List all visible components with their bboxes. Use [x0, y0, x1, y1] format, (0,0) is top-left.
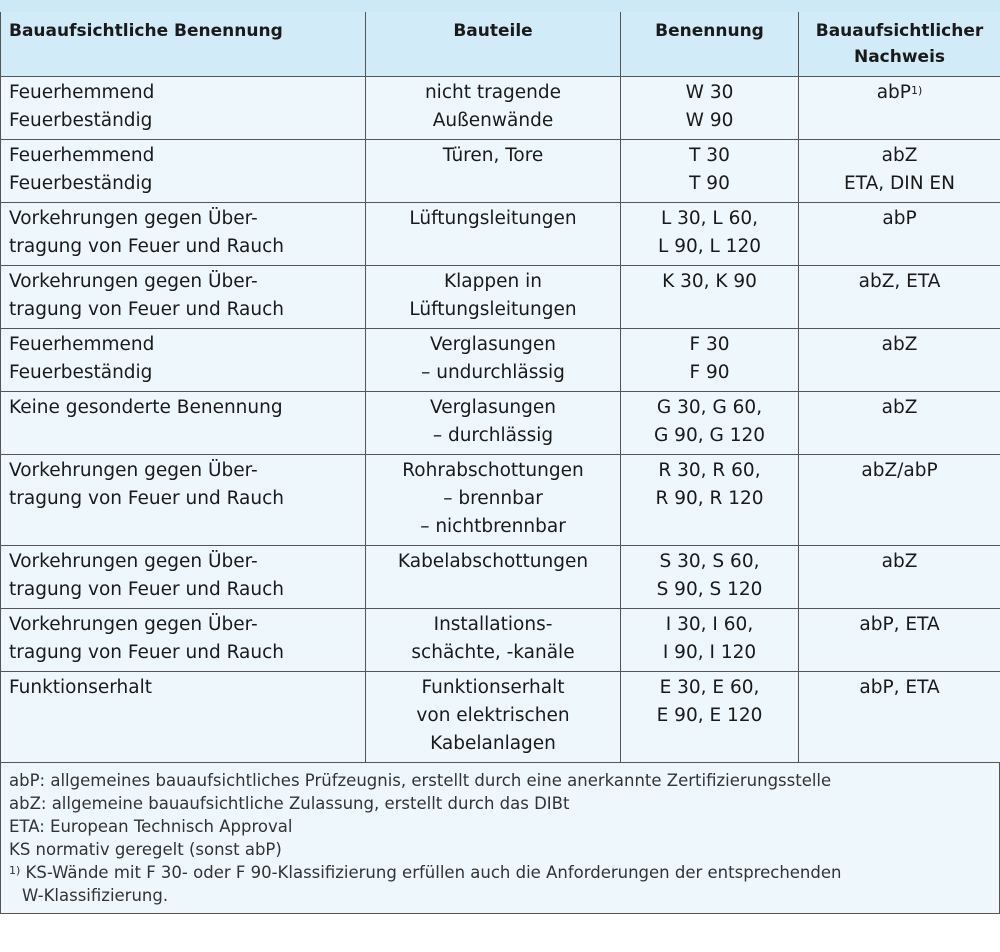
- cell-text: tragung von Feuer und Rauch: [9, 236, 284, 257]
- cell-klasse: [621, 392, 799, 455]
- cell-text: F 90: [689, 362, 730, 383]
- footnote: [9, 861, 991, 884]
- cell-benennung: [1, 77, 366, 140]
- cell-nachweis: [799, 77, 1000, 140]
- cell-nachweis: [799, 329, 1000, 392]
- cell-text: Verglasungen: [429, 334, 557, 355]
- legend: [0, 763, 1000, 914]
- cell-text: I 90, I 120: [662, 642, 757, 663]
- cell-text: Feuerhemmend: [9, 334, 155, 355]
- cell-bauteile: [366, 77, 621, 140]
- cell-text: F 30: [689, 334, 730, 355]
- cell-text: nicht tragende: [424, 82, 562, 103]
- cell-nachweis: [799, 203, 1000, 266]
- table-row: [1, 329, 1000, 392]
- cell-text: Lüftungsleitungen: [409, 299, 577, 320]
- cell-text: Verglasungen: [429, 397, 557, 418]
- cell-bauteile: [366, 392, 621, 455]
- cell-text: S 90, S 120: [656, 579, 763, 600]
- cell-text: tragung von Feuer und Rauch: [9, 579, 284, 600]
- cell-nachweis: [799, 140, 1000, 203]
- cell-text: Feuerbeständig: [9, 173, 153, 194]
- cell-text: Vorkehrungen gegen Über-: [9, 208, 258, 229]
- cell-text: tragung von Feuer und Rauch: [9, 488, 284, 509]
- cell-text: abP: [876, 82, 911, 103]
- header-text: Bauaufsichtlicher: [815, 21, 984, 41]
- header-bauteile: [366, 12, 621, 77]
- cell-text: ETA, DIN EN: [844, 173, 955, 194]
- legend-line: ETA: European Technisch Approval: [9, 817, 293, 836]
- cell-text: R 90, R 120: [655, 488, 764, 509]
- footnote-continuation: [9, 884, 991, 907]
- table-row: [1, 203, 1000, 266]
- cell-klasse: [621, 455, 799, 546]
- cell-text: W 90: [685, 110, 734, 131]
- cell-text: Feuerbeständig: [9, 362, 153, 383]
- cell-klasse: [621, 266, 799, 329]
- cell-text: Vorkehrungen gegen Über-: [9, 271, 258, 292]
- cell-text: Installations-: [433, 614, 553, 635]
- cell-text: abZ: [881, 397, 918, 418]
- cell-klasse: [621, 672, 799, 763]
- cell-bauteile: [366, 672, 621, 763]
- cell-nachweis: [799, 672, 1000, 763]
- cell-nachweis: [799, 609, 1000, 672]
- cell-bauteile: [366, 266, 621, 329]
- cell-text: Funktionserhalt: [9, 677, 152, 698]
- cell-bauteile: [366, 329, 621, 392]
- cell-nachweis: [799, 546, 1000, 609]
- cell-text: Vorkehrungen gegen Über-: [9, 614, 258, 635]
- cell-text: Feuerhemmend: [9, 82, 155, 103]
- cell-text: [807, 79, 992, 107]
- table-row: [1, 77, 1000, 140]
- fire-classification-table: [0, 12, 1000, 763]
- cell-text: Vorkehrungen gegen Über-: [9, 551, 258, 572]
- cell-text: schächte, -kanäle: [411, 642, 575, 663]
- cell-benennung: [1, 455, 366, 546]
- cell-text: von elektrischen: [416, 705, 570, 726]
- cell-klasse: [621, 609, 799, 672]
- legend-line: KS normativ geregelt (sonst abP): [9, 840, 282, 859]
- header-klasse: [621, 12, 799, 77]
- cell-text: abP, ETA: [859, 614, 940, 635]
- cell-text: – durchlässig: [432, 425, 554, 446]
- table-row: [1, 392, 1000, 455]
- cell-text: R 30, R 60,: [658, 460, 761, 481]
- cell-text: abZ: [881, 145, 918, 166]
- table-row: [1, 672, 1000, 763]
- top-band: [0, 0, 1000, 12]
- cell-text: Keine gesonderte Benennung: [9, 397, 283, 418]
- header-text: Bauteile: [453, 21, 533, 41]
- cell-text: – undurchlässig: [421, 362, 565, 383]
- table-body: [1, 77, 1000, 763]
- legend-line: abP: allgemeines bauaufsichtliches Prüfzeugnis, erstellt durch eine anerkannte Zertifizierungsstelle: [9, 771, 832, 790]
- footnote-mark: 1): [9, 864, 21, 877]
- footnote-text: KS-Wände mit F 30- oder F 90-Klassifizierung erfüllen auch die Anforderungen der entsprechenden: [25, 863, 842, 882]
- cell-benennung: [1, 672, 366, 763]
- cell-text: T 90: [689, 173, 730, 194]
- cell-text: abP, ETA: [859, 677, 940, 698]
- cell-text: G 30, G 60,: [656, 397, 763, 418]
- cell-text: Funktionserhalt: [421, 677, 565, 698]
- cell-text: Türen, Tore: [442, 145, 544, 166]
- cell-klasse: [621, 140, 799, 203]
- cell-text: W 30: [685, 82, 734, 103]
- cell-text: abZ/abP: [861, 460, 938, 481]
- footnote-ref: 1): [910, 84, 923, 97]
- cell-text: tragung von Feuer und Rauch: [9, 642, 284, 663]
- cell-text: I 30, I 60,: [665, 614, 754, 635]
- cell-text: abP: [882, 208, 917, 229]
- table-row: [1, 609, 1000, 672]
- cell-klasse: [621, 77, 799, 140]
- cell-bauteile: [366, 203, 621, 266]
- header-row: [1, 12, 1000, 77]
- cell-text: Außenwände: [432, 110, 554, 131]
- cell-text: Feuerbeständig: [9, 110, 153, 131]
- cell-text: T 30: [689, 145, 730, 166]
- cell-klasse: [621, 203, 799, 266]
- header-text: Benennung: [655, 21, 764, 41]
- cell-text: – brennbar: [443, 488, 543, 509]
- cell-bauteile: [366, 609, 621, 672]
- cell-benennung: [1, 392, 366, 455]
- cell-text: K 30, K 90: [662, 271, 757, 292]
- legend-line: abZ: allgemeine bauaufsichtliche Zulassung, erstellt durch das DIBt: [9, 794, 570, 813]
- cell-nachweis: [799, 392, 1000, 455]
- table-row: [1, 546, 1000, 609]
- cell-text: abZ, ETA: [858, 271, 941, 292]
- cell-benennung: [1, 203, 366, 266]
- cell-bauteile: [366, 455, 621, 546]
- cell-text: tragung von Feuer und Rauch: [9, 299, 284, 320]
- cell-bauteile: [366, 140, 621, 203]
- cell-text: Lüftungsleitungen: [409, 208, 577, 229]
- cell-text: E 90, E 120: [656, 705, 763, 726]
- cell-text: Feuerhemmend: [9, 145, 155, 166]
- cell-benennung: [1, 546, 366, 609]
- cell-text: abZ: [881, 334, 918, 355]
- header-text: Bauaufsichtliche Benennung: [9, 21, 283, 41]
- cell-text: abZ: [881, 551, 918, 572]
- cell-text: G 90, G 120: [653, 425, 766, 446]
- table-row: [1, 266, 1000, 329]
- cell-text: Klappen in: [444, 271, 542, 292]
- cell-benennung: [1, 140, 366, 203]
- header-text: Nachweis: [853, 47, 946, 67]
- cell-text: Kabelanlagen: [430, 733, 556, 754]
- cell-klasse: [621, 329, 799, 392]
- cell-text: L 90, L 120: [658, 236, 761, 257]
- cell-benennung: [1, 329, 366, 392]
- cell-nachweis: [799, 455, 1000, 546]
- cell-text: E 30, E 60,: [659, 677, 760, 698]
- footnote-text: W-Klassifizierung.: [22, 886, 169, 905]
- cell-text: S 30, S 60,: [659, 551, 760, 572]
- cell-text: Vorkehrungen gegen Über-: [9, 460, 258, 481]
- table-row: [1, 455, 1000, 546]
- header-nachweis: [799, 12, 1000, 77]
- cell-benennung: [1, 266, 366, 329]
- table-row: [1, 140, 1000, 203]
- cell-bauteile: [366, 546, 621, 609]
- header-benennung: [1, 12, 366, 77]
- cell-benennung: [1, 609, 366, 672]
- cell-text: Rohrabschottungen: [402, 460, 584, 481]
- cell-text: – nichtbrennbar: [420, 516, 566, 537]
- cell-nachweis: [799, 266, 1000, 329]
- cell-text: L 30, L 60,: [660, 208, 759, 229]
- cell-text: Kabelabschottungen: [397, 551, 589, 572]
- cell-klasse: [621, 546, 799, 609]
